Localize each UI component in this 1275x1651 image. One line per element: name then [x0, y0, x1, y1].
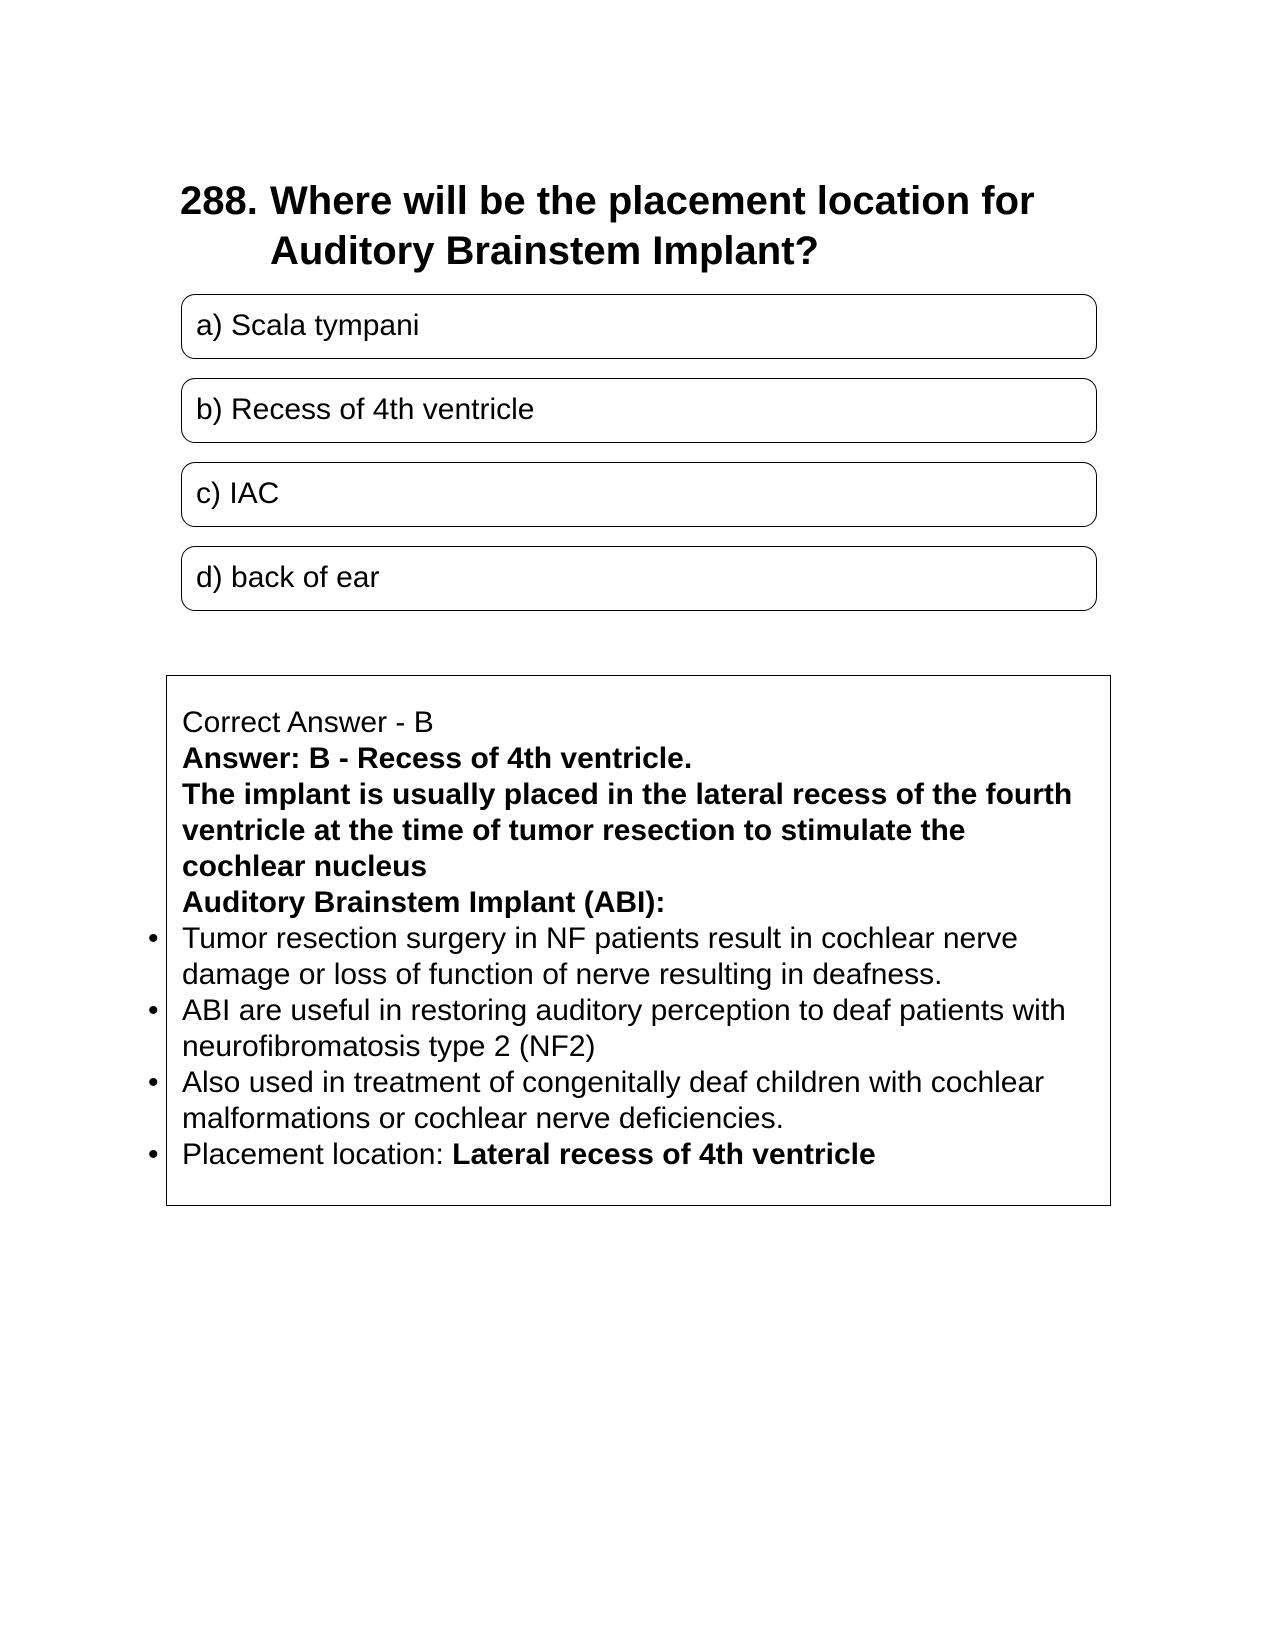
bullet-icon: •: [148, 1066, 159, 1099]
bullet-icon: •: [148, 922, 159, 955]
answer-line: Answer: B - Recess of 4th ventricle.: [182, 742, 693, 775]
option-a[interactable]: a) Scala tympani: [181, 294, 1097, 359]
question-heading: [180, 176, 1100, 276]
bullet-text: ABI are useful in restoring auditory perception to deaf patients with neurofibromatosis type 2 (NF2): [182, 994, 1066, 1063]
option-c[interactable]: c) IAC: [181, 462, 1097, 527]
abi-bullet-list: [148, 921, 1082, 1173]
placement-value: Lateral recess of 4th ventricle: [452, 1138, 876, 1171]
bullet-text: Also used in treatment of congenitally deaf children with cochlear malformations or cochlear nerve deficiencies.: [182, 1066, 1045, 1135]
placement-prefix: Placement location:: [182, 1138, 453, 1171]
question-number: 288.: [180, 179, 258, 223]
correct-answer-line: Correct Answer - B: [182, 706, 434, 739]
bullet-icon: •: [148, 994, 159, 1027]
abi-heading: Auditory Brainstem Implant (ABI):: [182, 886, 666, 919]
bullet-item: [148, 1137, 1082, 1173]
bullet-item: [148, 1065, 1082, 1137]
answer-explanation: The implant is usually placed in the lateral recess of the fourth ventricle at the time of tumor resection to stimulate the cochlear nucleus: [182, 778, 1073, 883]
question-text: Where will be the placement location for Auditory Brainstem Implant?: [270, 179, 1035, 273]
bullet-item: [148, 993, 1082, 1065]
option-b[interactable]: b) Recess of 4th ventricle: [181, 378, 1097, 443]
bullet-icon: •: [148, 1138, 159, 1171]
answer-content: [148, 705, 1082, 1173]
bullet-item: [148, 921, 1082, 993]
bullet-text: Tumor resection surgery in NF patients result in cochlear nerve damage or loss of function of nerve resulting in deafness.: [182, 922, 1018, 991]
option-d[interactable]: d) back of ear: [181, 546, 1097, 611]
